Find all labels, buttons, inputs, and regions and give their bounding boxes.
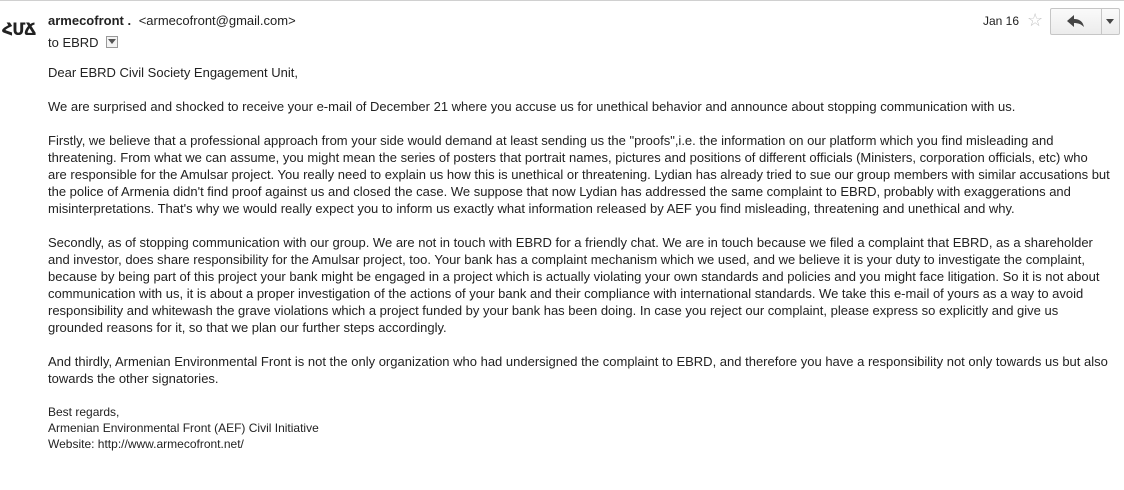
signature-website[interactable]: Website: http://www.armecofront.net/: [48, 437, 244, 451]
chevron-down-icon: [108, 39, 116, 45]
sender-email: <armecofront@gmail.com>: [138, 13, 296, 28]
more-actions-button[interactable]: [1101, 9, 1119, 34]
recipient-line: [48, 35, 118, 50]
recipient-label: to EBRD: [48, 35, 99, 50]
paragraph-4: And thirdly, Armenian Environmental Front is not the only organization who had undersigned the complaint to EBRD, and therefore you have a responsibility not only towards us but also towards the other signatories.: [48, 354, 1108, 386]
greeting: Dear EBRD Civil Society Engagement Unit,: [48, 65, 298, 80]
paragraph-2: Firstly, we believe that a professional approach from your side would demand at least sending us the "proofs",i.e. the information on our platform which you find misleading and threatening. From what we can assume, you might mean the series of posters that portrait names, pictures and positions of different officials (Ministers, corporation officials, etc) who are responsible for the Amulsar project. You really need to explain us how this is unethical or threatening. Lydian has already tried to sue our group members with similar accusations but the police of Armenia didn't find proof against us and closed the case. We suppose that now Lydian has addressed the same complaint to EBRD, probably with exaggerations and misinterpretations. That's why we would really expect you to inform us exactly what information released by AEF you find misleading, threatening and unethical and why.: [48, 133, 1110, 216]
signature-org: Armenian Environmental Front (AEF) Civil Initiative: [48, 421, 319, 435]
paragraph-3: Secondly, as of stopping communication with our group. We are not in touch with EBRD for a friendly chat. We are in touch because we filed a complaint that EBRD, as a shareholder and investor, does share responsibility for the Amulsar project, too. Your bank has a complaint mechanism which we used, and we believe it is your duty to investigate the complaint, because by being part of this project your bank might be engaged in a project which is actually violating your own standards and policies and you might face litigation. So it is not about communication with us, it is about a proper investigation of the actions of your bank and their compliance with international standards. We take this e-mail of yours as a way to avoid responsibility and whitewash the grave violations which a project funded by your bank has been doing. In case you reject our complaint, please express so explicitly and give us grounded reasons for it, so that we plan our further steps accordingly.: [48, 235, 1100, 335]
chevron-down-icon: [1106, 19, 1114, 24]
reply-arrow-icon: [1067, 15, 1085, 28]
header-divider: [0, 0, 1124, 1]
paragraph-1: We are surprised and shocked to receive your e-mail of December 21 where you accuse us for unethical behavior and announce about stopping communication with us.: [48, 99, 1016, 114]
show-details-toggle[interactable]: [106, 36, 118, 48]
sender-line: [48, 13, 296, 28]
message-body: [48, 64, 1110, 452]
signature: [48, 404, 1110, 452]
reply-button-group: [1050, 8, 1120, 35]
sender-avatar: ՀՄՃ: [2, 20, 36, 40]
signature-closing: Best regards,: [48, 405, 120, 419]
sender-name[interactable]: armecofront .: [48, 13, 132, 28]
message-date: Jan 16: [983, 14, 1020, 28]
reply-button[interactable]: [1051, 9, 1102, 34]
star-icon[interactable]: ☆: [1027, 10, 1044, 30]
